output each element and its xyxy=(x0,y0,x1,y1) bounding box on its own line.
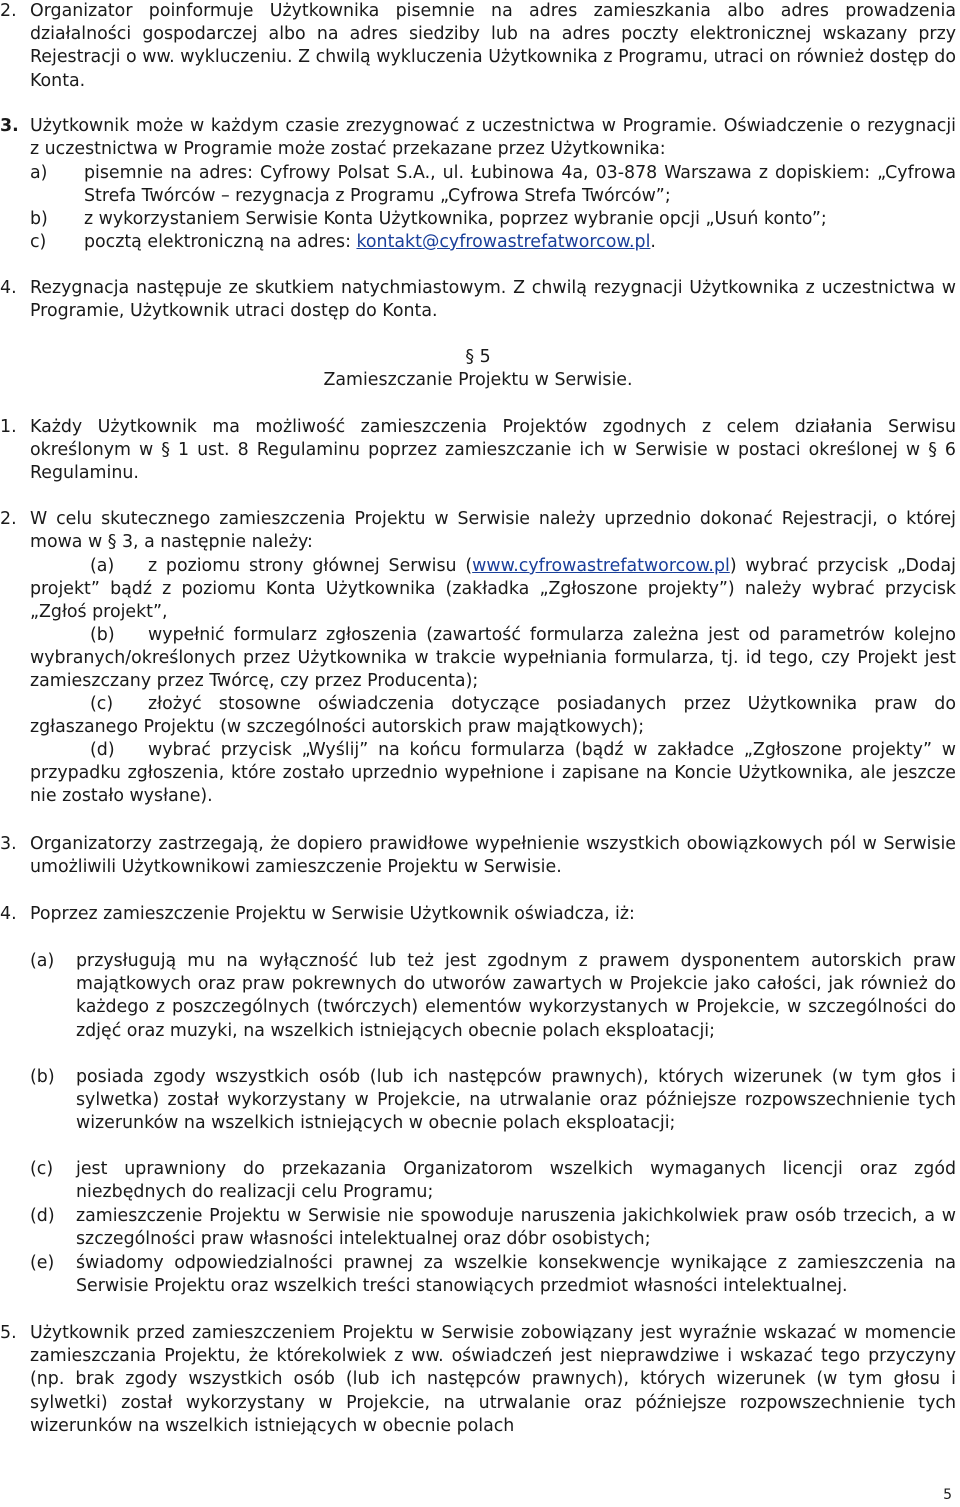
list-item-4b xyxy=(30,1066,956,1136)
list-label: c) xyxy=(30,232,47,252)
paragraph-text: Użytkownik może w każdym czasie zrezygnować z uczestnictwa w Programie. Oświadczenie o rezygnacji z uczestnictwa w Programie może zostać przekazane przez Użytkownika: xyxy=(30,116,956,160)
paragraph-3-resignation xyxy=(0,115,956,161)
list-text-end: . xyxy=(650,232,656,252)
paragraph-number: 2. xyxy=(0,1,17,21)
list-item-3b xyxy=(30,208,956,231)
paragraph-text: W celu skutecznego zamieszczenia Projektu w Serwisie należy uprzednio dokonać Rejestracji, o której mowa w § 3, a następnie należy: xyxy=(30,509,956,553)
list-text: wypełnić formularz zgłoszenia (zawartość formularza zależna jest od parametrów kolejno wybranych/określonych przez Użytkownika w trakcie wypełniania formularza, tj. id tego, czy Projekt jest zamieszczany przez Twórcę, czy przez Producenta); xyxy=(30,625,956,692)
list-text: świadomy odpowiedzialności prawnej za wszelkie konsekwencje wynikające z zamieszczenia na Serwisie Projektu oraz wszelkich treści stanowiących przedmiot własności intelektualnej. xyxy=(76,1253,956,1297)
list-item-4a xyxy=(30,950,956,1043)
paragraph-4-immediate-effect xyxy=(0,277,956,323)
list-text: złożyć stosowne oświadczenia dotyczące posiadanych przez Użytkownika praw do zgłaszanego Projektu (w szczególności autorskich praw majątkowych); xyxy=(30,694,956,738)
list-item-3c xyxy=(30,231,956,254)
list-text: wybrać przycisk „Wyślij” na końcu formularza (bądź w zakładce „Zgłoszone projekty” w przypadku zgłoszenia, które zostało uprzednio wypełnione i zapisane na Koncie Użytkownika, ale jeszcze nie zostało wysłane). xyxy=(30,740,956,807)
paragraph-text: Każdy Użytkownik ma możliwość zamieszczenia Projektów zgodnych z celem działania Serwisu określonym w § 1 ust. 8 Regulaminu poprzez zamieszczanie ich w Serwisie w postaci określonej w § 6 Regulaminu. xyxy=(30,417,956,484)
list-item-2d xyxy=(30,739,956,809)
paragraph-number: 3. xyxy=(0,116,19,136)
list-label: (d) xyxy=(90,740,115,760)
list-text-main: pocztą elektroniczną na adres: xyxy=(84,232,357,252)
list-label: a) xyxy=(30,163,48,183)
list-text-post: ) wybrać przycisk „Dodaj projekt” bądź z poziomu Konta Użytkownika (zakładka „Zgłoszone projekty”) należy wybrać przycisk „Zgłoś projekt”, xyxy=(30,556,956,623)
list-item-3a xyxy=(30,162,956,208)
list-item-2b xyxy=(30,624,956,694)
list-item-4e xyxy=(30,1252,956,1298)
paragraph-number: 1. xyxy=(0,417,17,437)
email-link[interactable]: kontakt@cyfrowastrefatworcow.pl xyxy=(356,232,651,252)
list-text xyxy=(84,231,956,254)
list-text: jest uprawniony do przekazania Organizatorom wszelkich wymaganych licencji oraz zgód niezbędnych do realizacji celu Programu; xyxy=(76,1159,956,1203)
list-text: posiada zgody wszystkich osób (lub ich następców prawnych), których wizerunek (w tym głos i sylwetka) został wykorzystany w Projekcie, na utrwalanie oraz późniejsze rozpowszechnienie tych wizerunków na wszelkich istniejących w obecnie polach eksploatacji; xyxy=(76,1067,956,1134)
list-label: (b) xyxy=(30,1067,55,1087)
list-item-4d xyxy=(30,1205,956,1251)
section-number: § 5 xyxy=(465,347,491,367)
paragraph-number: 5. xyxy=(0,1323,17,1343)
list-text: z wykorzystaniem Serwisie Konta Użytkownika, poprzez wybranie opcji „Usuń konto”; xyxy=(84,209,827,229)
paragraph-number: 4. xyxy=(0,904,17,924)
list-label: (b) xyxy=(90,625,115,645)
paragraph-number: 3. xyxy=(0,834,17,854)
list-label: (c) xyxy=(90,694,114,714)
paragraph-2-exclusion xyxy=(0,0,956,93)
section5-paragraph-1 xyxy=(0,416,956,486)
section5-paragraph-4 xyxy=(0,903,956,926)
section5-paragraph-2 xyxy=(0,508,956,554)
section5-paragraph-3 xyxy=(0,833,956,879)
list-item-2c xyxy=(30,693,956,739)
list-label: (d) xyxy=(30,1206,55,1226)
list-label: (a) xyxy=(90,556,115,576)
list-text: pisemnie na adres: Cyfrowy Polsat S.A., ul. Łubinowa 4a, 03-878 Warszawa z dopiskiem: „Cyfrowa Strefa Twórców – rezygnacja z Programu „Cyfrowa Strefa Twórców”; xyxy=(84,163,956,207)
paragraph-number: 2. xyxy=(0,509,17,529)
list-item-4c xyxy=(30,1158,956,1204)
paragraph-text: Organizator poinformuje Użytkownika pisemnie na adres zamieszkania albo adres prowadzenia działalności gospodarczej albo na adres siedziby lub na adres poczty elektronicznej wskazany przy Rejestracji o ww. wykluczeniu. Z chwilą wykluczenia Użytkownika z Programu, utraci on również dostęp do Konta. xyxy=(30,1,956,91)
list-text-pre: z poziomu strony głównej Serwisu ( xyxy=(148,556,473,576)
list-label: (a) xyxy=(30,951,55,971)
section-title: Zamieszczanie Projektu w Serwisie. xyxy=(323,370,633,390)
paragraph-number: 4. xyxy=(0,278,17,298)
page-number: 5 xyxy=(943,1487,952,1503)
website-link[interactable]: www.cyfrowastrefatworcow.pl xyxy=(472,556,730,576)
list-label: (e) xyxy=(30,1253,55,1273)
list-text: zamieszczenie Projektu w Serwisie nie spowoduje naruszenia jakichkolwiek praw osób trzecich, a w szczególności praw własności intelektualnej oraz dóbr osobistych; xyxy=(76,1206,956,1250)
list-item-2a xyxy=(30,555,956,625)
list-text: przysługują mu na wyłączność lub też jest zgodnym z prawem dysponentem autorskich praw majątkowych oraz praw pokrewnych do utworów zawartych w Projekcie jako całości, jak również do każdego z poszczególnych (twórczych) elementów wykorzystanych w Projekcie, w szczególności do zdjęć oraz muzyki, na wszelkich istniejących obecnie polach eksploatacji; xyxy=(76,951,956,1041)
section5-paragraph-5 xyxy=(0,1322,956,1438)
paragraph-text: Użytkownik przed zamieszczeniem Projektu w Serwisie zobowiązany jest wyraźnie wskazać w momencie zamieszczania Projektu, że którekolwiek z ww. oświadczeń jest nieprawdziwe i wskazać tego przyczyny (np. brak zgody wszystkich osób (lub ich następców prawnych), których wizerunek (w tym głosu i sylwetki) został wykorzystany w Projekcie, na utrwalanie oraz późniejsze rozpowszechnienie tych wizerunków na wszelkich istniejących w obecnie polach xyxy=(30,1323,956,1436)
paragraph-text: Organizatorzy zastrzegają, że dopiero prawidłowe wypełnienie wszystkich obowiązkowych pól w Serwisie umożliwili Użytkownikowi zamieszczenie Projektu w Serwisie. xyxy=(30,834,956,878)
paragraph-text: Rezygnacja następuje ze skutkiem natychmiastowym. Z chwilą rezygnacji Użytkownika z uczestnictwa w Programie, Użytkownik utraci dostęp do Konta. xyxy=(30,278,956,322)
list-label: b) xyxy=(30,209,48,229)
paragraph-text: Poprzez zamieszczenie Projektu w Serwisie Użytkownik oświadcza, iż: xyxy=(30,904,635,924)
list-label: (c) xyxy=(30,1159,54,1179)
